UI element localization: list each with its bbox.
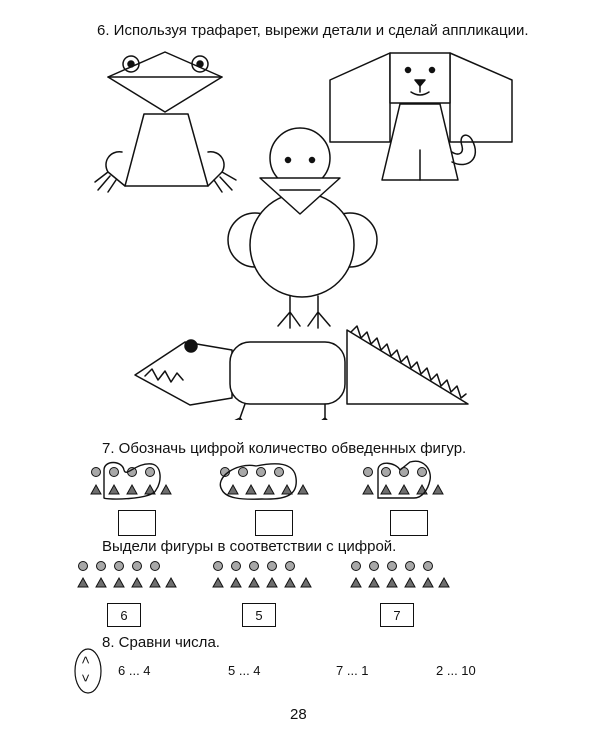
task6-title: 6. Используя трафарет, вырежи детали и сделай аппликации. (97, 22, 529, 39)
comparison-3[interactable]: 7 ... 1 (336, 663, 369, 678)
target-number-box-1: 6 (107, 603, 141, 627)
less-than-sign: < (78, 655, 95, 665)
target-number-box-2: 5 (242, 603, 276, 627)
target-number-box-3: 7 (380, 603, 414, 627)
task8-title: 8. Сравни числа. (102, 634, 220, 651)
greater-than-sign: > (78, 673, 95, 683)
page-number: 28 (290, 706, 307, 723)
comparison-4[interactable]: 2 ... 10 (436, 663, 476, 678)
task7-title: 7. Обозначь цифрой количество обведенных фигур. (102, 440, 467, 457)
task7-subtitle: Выдели фигуры в соответствии с цифрой. (102, 538, 397, 555)
comparison-2[interactable]: 5 ... 4 (228, 663, 261, 678)
comparison-1[interactable]: 6 ... 4 (118, 663, 151, 678)
